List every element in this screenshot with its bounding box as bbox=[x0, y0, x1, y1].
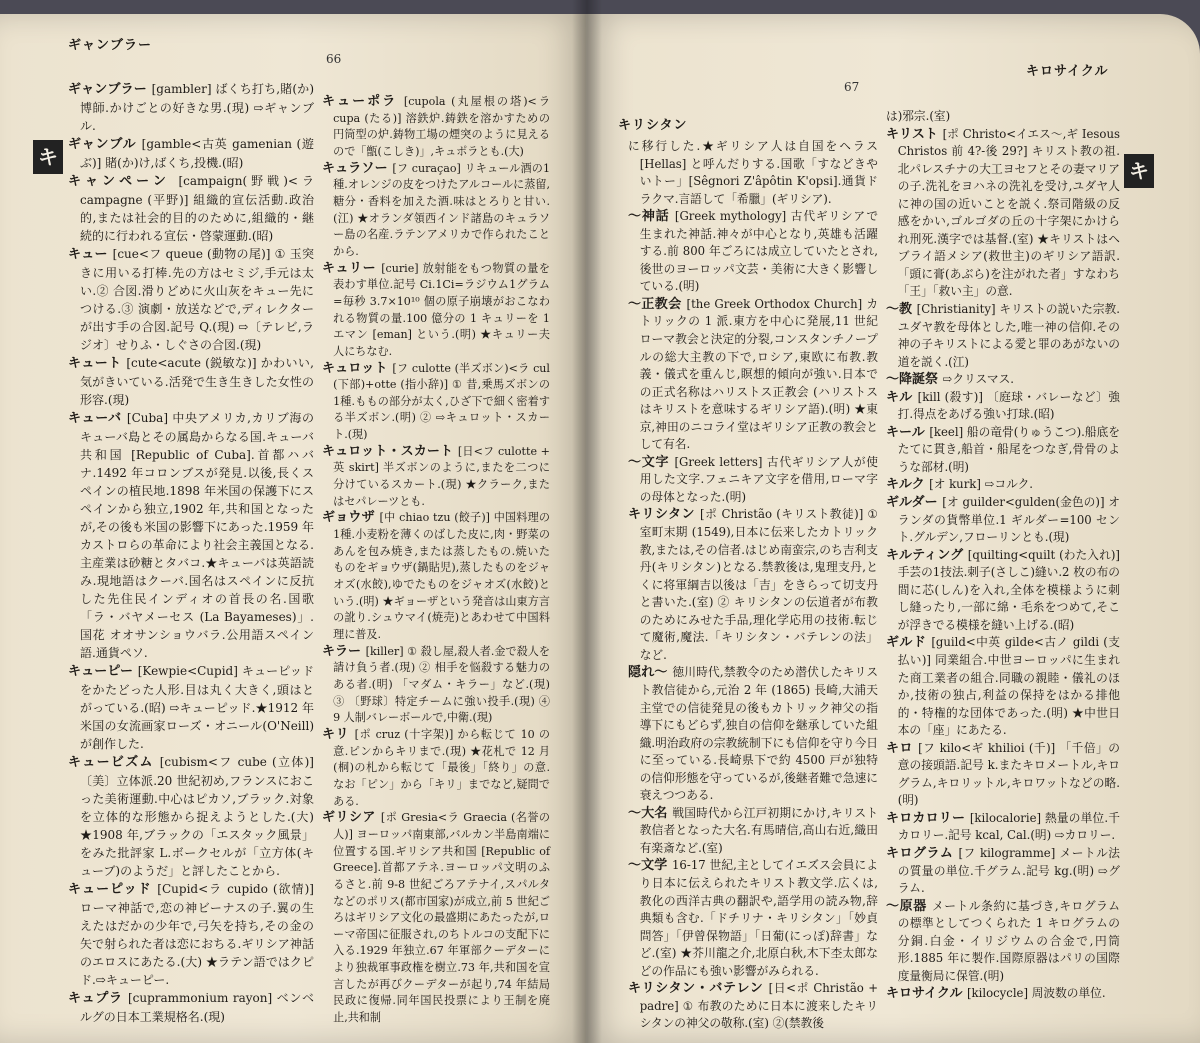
dictionary-entry bbox=[886, 547, 1120, 635]
dictionary-entry bbox=[322, 161, 550, 261]
dictionary-entry bbox=[322, 644, 550, 727]
entry-definition: [kilocalorie] 熱量の単位.千カロリー.記号 kcal, Cal.(明) ⇨カロリー. bbox=[897, 810, 1120, 843]
entry-definition: [フ curaçao] リキュール酒の1種.オレンジの皮をつけたアルコールに蒸留,糖分・香料を加えた酒.味はとろりと甘い.(江) ★オランダ領西インド諸島のキュラソー島の名産.ラテンアメリカで作られたことから. bbox=[333, 161, 550, 258]
right-column-1 bbox=[628, 138, 878, 1033]
dictionary-entry bbox=[628, 454, 878, 507]
dictionary-entry bbox=[68, 753, 314, 880]
entry-definition: [オ kurk] ⇨コルク. bbox=[929, 477, 1033, 492]
dictionary-entry bbox=[68, 989, 314, 1026]
entry-definition: [ポ Christão (キリスト教徒)] ① 室町末期 (1549),日本に伝来したカトリック教,または,その信者.はじめ南蛮宗,のち吉利支丹(キリシタン)となる.禁教後は,鬼理支丹,とくに将軍綱吉以後は「吉」をきらって切支丹と書いた.(室) ② キリシタンの伝道者が布教のためにみせた手品,理化学応用の技術.転じて魔術,魔法.「キリシタン・バテレンの法」など. bbox=[639, 507, 878, 662]
left-column-1 bbox=[68, 80, 314, 1026]
entry-headword: キリシタン・バテレン bbox=[628, 981, 769, 997]
entry-definition: [ポ Christo<イエス〜,ギ Iesous Christos 前 4?-後 29?] キリスト教の祖.北パレスチナの大工ヨセフとその妻マリアの子.洗礼をヨハネの洗礼を受け,ユダヤ人に神の国の近いことを説く.祭司階級の反感をかい,ゴルゴダの丘の十字架にかけられ刑死.漢字では基督.(室) ★キリストはヘブライ語メシア(救世主)のギリシア語訳.「頭に膏(あぶら)を注がれた者」すなわち「王」「救い主」の意. bbox=[897, 126, 1120, 299]
entry-headword: キル bbox=[886, 389, 918, 405]
entry-headword: キャンペーン bbox=[68, 174, 179, 189]
dictionary-entry bbox=[886, 494, 1120, 547]
entry-definition: [Cuba] 中央アメリカ,カリブ海のキューバ島とその属島からなる国.キューバ共和国 [Republic of Cuba].首都ハバナ.1492 年コロンブスが発見.以後,長くスペインの植民地.1898 年米国の保護下にスペインから独立,1902 年,共和国となったが,その後も米国の影響下にあった.1959 年カストロらの革命により社会主義国となる.主産業は砂糖とタバコ.★キューバは英語読み.現地語はクーバ.国名はスペインに反抗した先住民インディオの首長の名.国歌「ラ・バヤメーセス (La Bayameses)」.国花 オオサンショウバラ.公用語スペイン語.通貨ペソ. bbox=[80, 411, 314, 660]
dictionary-entry bbox=[68, 135, 314, 172]
dictionary-entry bbox=[628, 296, 878, 454]
entry-definition: 16-17 世紀,主としてイエズス会員により日本に伝えられたキリスト教文学.広くは,教化の西洋古典の翻訳や,語学用の読み物,辞典類も含む.「ドチリナ・キリシタン」「妙貞問答」「伊曾保物語」「日葡(にっぽ)辞書」など.(室) ★芥川龍之介,北原白秋,木下杢太郎などの作品にも強い影響がみられる. bbox=[639, 858, 879, 978]
entry-headword: キュー bbox=[68, 247, 113, 262]
entry-definition: [オ guilder<gulden(金色の)] オランダの貨幣単位.1 ギルダー=100 セント.グルデン,フローリンとも.(現) bbox=[897, 495, 1120, 545]
entry-headword: キリスト bbox=[886, 126, 943, 142]
dictionary-entry bbox=[322, 510, 550, 643]
dictionary-entry bbox=[68, 80, 314, 135]
entry-definition: [日<フ culotte + 英 skirt] 半ズボンのように,またを二つに分けているスカート.(現) ★クラーク,またはセパレーツとも. bbox=[333, 444, 550, 508]
entry-headword: ギャンブル bbox=[68, 137, 142, 152]
dictionary-entry bbox=[68, 662, 314, 753]
entry-definition: ⇨クリスマス. bbox=[942, 372, 1015, 387]
entry-definition: [ポ Gresia<ラ Graecia (名誉の人)] ヨーロッパ南東部,バルカン半島南端に位置する国.ギリシア共和国 [Republic of Greece].首都アテネ.ヨーロッパ文明のふるさと.前 9-8 世紀ごろアテナイ,スパルタなどのポリス(都市国家)が成立,前 5 世紀ごろはギリシア文化の最盛期にあたったが,ローマ帝国に征服され,のちトルコの支配下に入る.1929 年独立.67 年軍部クーデターにより独裁軍事政権を樹立.73 年,共和国を宣言したが再びクーデターが起り,74 年結局民政に復帰.同年国民投票により王制を廃止,共和制 bbox=[333, 811, 550, 1025]
entry-headword: キロサイクル bbox=[886, 986, 967, 1002]
right-running-head: キロサイクル bbox=[1026, 64, 1109, 79]
entry-headword: ギルダー bbox=[886, 495, 943, 511]
entry-headword: 〜降誕祭 bbox=[886, 372, 943, 388]
dictionary-entry bbox=[322, 810, 550, 1027]
entry-headword: キルティング bbox=[886, 547, 968, 563]
entry-definition: [curie] 放射能をもつ物質の量を表わす単位.記号 Ci.1Ci=ラジウム1グラム=毎秒 3.7×10¹⁰ 個の原子崩壊がおこなわれる物質の量.100 億分の 1 キュリーを 1 エマン [eman] という.(明) ★キュリー夫人にちなむ. bbox=[333, 261, 550, 358]
dictionary-entry bbox=[68, 880, 314, 989]
entry-definition: [kill (殺す)] 〔庭球・バレーなど〕強打.得点をあげる強い打球.(昭) bbox=[897, 389, 1120, 422]
entry-definition: [cubism<フ cube (立体)] 〔美〕立体派.20 世紀初め,フランスにおこった美術運動.中心はピカソ,ブラック.対象を立体的な形態から捉えようとした.(大) ★1908 年,ブラックの「エスタック風景」をみた批評家 L.ボークセルが「立方体(キューブ)のようだ」と評したことから. bbox=[80, 755, 314, 878]
entry-headword: 〜文学 bbox=[628, 858, 672, 874]
entry-definition: メートル条約に基づき,キログラムの標準としてつくられた 1 キログラムの分銅.白金・イリジウムの合金で,円筒形.1885 年に製作.国際原器はパリの国際度量衡局に保管.(明) bbox=[897, 898, 1120, 983]
dictionary-entry bbox=[886, 389, 1120, 424]
entry-headword: キュービズム bbox=[68, 755, 160, 770]
entry-definition: [中 chiao tzu (餃子)] 中国料理の1種.小麦粉を薄くのばした皮に,肉・野菜のあんを包み焼き,または蒸したもの.焼いたものをギョウザ(鍋貼児),蒸したものをジャオズ(水餃),ゆでたものをジャオズ(水餃)という.(明) ★ギョーザという発音は山東方言の訛り.シュウマイ(焼売)とあわせて中国料理に普及. bbox=[333, 511, 550, 641]
entry-headword: キューポラ bbox=[322, 94, 404, 109]
entry-definition: 戦国時代から江戸初期にかけ,キリスト教信者となった大名.有馬晴信,高山右近,織田有楽斎など.(室) bbox=[639, 805, 879, 855]
dictionary-entry bbox=[628, 664, 878, 804]
dictionary-entry bbox=[628, 857, 878, 980]
entry-headword: キュロット bbox=[322, 360, 393, 376]
entry-headword: ギョウザ bbox=[322, 510, 380, 526]
entry-headword: キュロット・スカート bbox=[322, 443, 458, 459]
entry-headword: 〜教 bbox=[886, 302, 917, 318]
dictionary-entry bbox=[886, 740, 1120, 810]
entry-headword: キュート bbox=[68, 356, 127, 371]
dictionary-entry bbox=[322, 727, 550, 810]
entry-headword: 〜正教会 bbox=[628, 296, 687, 312]
entry-definition: [フ kilogramme] メートル法の質量の単位.千グラム.記号 kg.(明) ⇨グラム. bbox=[897, 845, 1120, 896]
dictionary-entry bbox=[68, 354, 314, 409]
entry-headword: キロ bbox=[886, 740, 919, 756]
entry-definition: に移行した.★ギリシア人は自国をヘラス [Hellas] と呼んだりする.国歌「すなどきやいトー」[Sêgnori Z'âpôtin K'opsi].通貨ドラクマ.言語して「希臘」(ギリシア). bbox=[628, 139, 878, 206]
dictionary-entry bbox=[322, 361, 550, 444]
entry-headword: 〜神話 bbox=[628, 209, 675, 225]
entry-definition: [the Greek Orthodox Church] カトリックの 1 派.東方を中心に発展,11 世紀ローマ教会と決定的分裂,コンスタンチノープルの総大主教の下で,ロシア,東欧に布教.教義・儀式を重んじ,瞑想的傾向が強い.日本での正式名称はハリストス正教会 (ハリストスはキリストを意味するギリシア語).(明) ★東京,神田のニコライ堂はギリシア正教の教会として有名. bbox=[639, 296, 879, 452]
entry-definition: [gamble<古英 gamenian (遊ぶ)] 賭(か)け,ばくち,投機.(昭) bbox=[80, 137, 314, 170]
dictionary-entry bbox=[68, 409, 314, 662]
entry-headword: キリシタン bbox=[628, 507, 701, 523]
entry-definition: 徳川時代,禁教令のため潜伏したキリスト教信徒から,元治 2 年 (1865) 長崎,大浦天主堂での信徒発見の後もカトリック神父の指導下にもどらず,独自の信仰を継承していた組織.明治政府の宗教統制下にも信仰を守り今日に至っている.長崎県下で約 4500 戸が独特の信仰形態を守っているが,後継者難で急速に衰えつつある. bbox=[639, 665, 879, 803]
entry-headword: キラー bbox=[322, 643, 366, 659]
entry-headword: 〜大名 bbox=[628, 805, 673, 821]
entry-headword: キューピッド bbox=[68, 882, 158, 897]
left-thumb-index: キ bbox=[33, 140, 63, 174]
entry-definition: [quilting<quilt (わた入れ)] 手芸の1技法.刺子(さしこ)縫い.2 枚の布の間に芯(しん)を入れ,全体を模様ように刺し縫ったり,一部に綿・毛糸をつめて,そこが浮きでる模様を縫い上げる.(昭) bbox=[897, 547, 1120, 632]
entry-headword: 〜原器 bbox=[886, 898, 932, 914]
entry-headword: キリ bbox=[322, 726, 355, 742]
dictionary-entry bbox=[322, 444, 550, 511]
entry-definition: は)邪宗.(室) bbox=[886, 109, 951, 123]
dictionary-entry bbox=[886, 634, 1120, 739]
dictionary-entry bbox=[886, 476, 1120, 494]
left-page bbox=[0, 14, 586, 1043]
entry-definition: [cupola (丸屋根の塔)<ラ cupa (たる)] 溶鉄炉.鋳鉄を溶かすための円筒型の炉.鋳物工場の煙突のように見えるので「甑(こしき)」,キュポラとも.(大) bbox=[333, 95, 551, 158]
entry-headword: キュラソー bbox=[322, 160, 393, 176]
entry-definition: [cuprammonium rayon] ベンベルグの日本工業規格名.(現) bbox=[80, 991, 315, 1024]
left-running-head: ギャンブラー bbox=[68, 38, 153, 53]
entry-headword: キューピー bbox=[68, 664, 138, 679]
dictionary-entry bbox=[322, 94, 550, 161]
entry-definition: [Greek letters] 古代ギリシア人が使用した文字.フェニキア文字を借用,ローマ字の母体となった.(明) bbox=[639, 454, 878, 504]
entry-headword: ギャンブラー bbox=[68, 82, 152, 97]
entry-headword: キール bbox=[886, 424, 930, 440]
entry-definition: [kilocycle] 周波数の単位. bbox=[966, 986, 1106, 1001]
right-page-number: 67 bbox=[844, 80, 860, 94]
entry-definition: [campaign(野戦)<ラ campagne (平野)] 組織的宣伝活動.政治的,または社会的目的のために,組織的・継続的に行われる宣伝・啓蒙運動.(昭) bbox=[80, 174, 314, 243]
dictionary-entry bbox=[886, 985, 1120, 1003]
right-column-2 bbox=[886, 108, 1120, 1003]
entry-definition: [keel] 船の竜骨(りゅうこつ).船底をたてに貫き,船首・船尾をつなぎ,骨骨のような部材.(明) bbox=[897, 424, 1120, 474]
entry-definition: [フ kilo<ギ khilioi (千)] 「千倍」の意の接頭語.記号 k.またキロメートル,キログラム,キロリットル,キロワットなどの略.(明) bbox=[897, 740, 1120, 808]
dictionary-entry bbox=[886, 371, 1120, 389]
right-column-head: キリシタン bbox=[618, 118, 688, 133]
dictionary-entry bbox=[628, 138, 878, 208]
entry-definition: [gambler] ばくち打ち,賭(か)博師.かけごとの好きな男.(現) ⇨ギャンブル. bbox=[80, 82, 314, 133]
dictionary-entry bbox=[628, 208, 878, 296]
dictionary-entry bbox=[886, 810, 1120, 845]
entry-headword: キルク bbox=[886, 477, 930, 493]
entry-headword: ギリシア bbox=[322, 810, 381, 826]
dictionary-entry bbox=[322, 261, 550, 361]
entry-definition: [Cupid<ラ cupido (欲情)] ローマ神話で,恋の神ビーナスの子.翼の生えたはだかの少年で,弓矢を持ち,その金の矢で射られた者は恋におちる.ギリシア神話のエロスにあたる.(大) ★ラテン語ではクピド.⇨キューピー. bbox=[80, 882, 314, 987]
entry-headword: 隠れ〜 bbox=[628, 665, 673, 681]
dictionary-entry bbox=[628, 506, 878, 664]
entry-definition: [cute<acute (鋭敏な)] かわいい,気がきいている.活発で生き生きした女性の形容.(現) bbox=[80, 356, 314, 407]
dictionary-entry bbox=[886, 301, 1120, 371]
entry-headword: キュプラ bbox=[68, 991, 128, 1006]
dictionary-entry bbox=[886, 126, 1120, 301]
entry-definition: [Christianity] キリストの説いた宗教.ユダヤ教を母体とした,唯一神の信仰.その神の子キリストによる愛と罪のあがないの道を説く.(江) bbox=[897, 302, 1120, 369]
entry-headword: キューバ bbox=[68, 411, 127, 426]
entry-headword: キログラム bbox=[886, 845, 959, 861]
entry-headword: キュリー bbox=[322, 260, 382, 276]
right-thumb-index: キ bbox=[1124, 154, 1154, 188]
entry-definition: [guild<中英 gilde<古ノ gildi (支払い)] 同業組合.中世ヨーロッパに生まれた商工業者の組合.同職の親睦・儀礼のほか,技術の独占,利益の保持をはかる排他的・特権的な団体であった.(明) ★中世日本の「座」にあたる. bbox=[897, 635, 1120, 738]
dictionary-entry bbox=[886, 424, 1120, 477]
entry-definition: [日<ポ Christão + padre] ① 布教のために日本に渡来したキリシタンの神父の敬称.(室) ②(禁教後 bbox=[639, 981, 878, 1031]
right-page bbox=[586, 14, 1200, 1043]
entry-definition: [ポ cruz (十字架)] から転じて 10 の意.ピンからキリまで.(現) ★花札で 12 月(桐)の札から転じて「最後」「終り」の意.なお「ピン」から「キリ」までなど,疑問である. bbox=[333, 727, 550, 808]
entry-definition: [Greek mythology] 古代ギリシアで生まれた神話.神々が中心となり,英雄も活躍する.前 800 年ごろには成立していたとされ,後世のヨーロッパ文芸・美術に大きく影響している.(明) bbox=[639, 209, 879, 294]
book-gutter bbox=[572, 0, 602, 1043]
dictionary-entry bbox=[68, 172, 314, 245]
entry-definition: [Kewpie<Cupid] キューピッドをかたどった人形.目は丸く大きく,頭はとがっている.(昭) ⇨キューピッド.★1912 年米国の女流画家ローズ・オニール(O'Neill)が創作した. bbox=[80, 664, 314, 751]
entry-headword: 〜文字 bbox=[628, 454, 675, 470]
left-column-2 bbox=[322, 94, 550, 1027]
entry-headword: キロカロリー bbox=[886, 810, 970, 826]
dictionary-entry bbox=[628, 980, 878, 1033]
entry-definition: [cue<フ queue (動物の尾)] ① 玉突きに用いる打棒.先の方はセミジ,手元は太い.② 合図.滑りどめに火山灰をキュー先につける.③ 演劇・放送などで,ディレクターが出す手の合図.記号 Q.(現) ⇨〔テレビ,ラジオ〕せりふ・しぐさの合図.(現) bbox=[80, 247, 314, 352]
dictionary-entry bbox=[628, 805, 878, 858]
left-page-number: 66 bbox=[326, 52, 342, 66]
entry-definition: [killer] ① 殺し屋,殺人者.金で殺人を請け負う者.(現) ② 相手を悩殺する魅力のある者.(明) 「マダム・キラー」など.(現) ③ 〔野球〕特定チームに強い投手.(現) ④ 9 人制バレーボールで,中衛.(現) bbox=[333, 644, 550, 725]
entry-headword: ギルド bbox=[886, 635, 932, 651]
entry-definition: [フ culotte (半ズボン)<ラ cul (下部)+otte (指小辞)] ① 昔,乗馬ズボンの1種.ももの部分が太く,ひざ下で細く密着する半ズボン.(明) ② ⇨キュロット・スカート.(現) bbox=[333, 361, 550, 442]
dictionary-entry bbox=[886, 845, 1120, 898]
dictionary-entry bbox=[886, 898, 1120, 986]
dictionary-entry bbox=[68, 245, 314, 354]
dictionary-entry bbox=[886, 108, 1120, 126]
